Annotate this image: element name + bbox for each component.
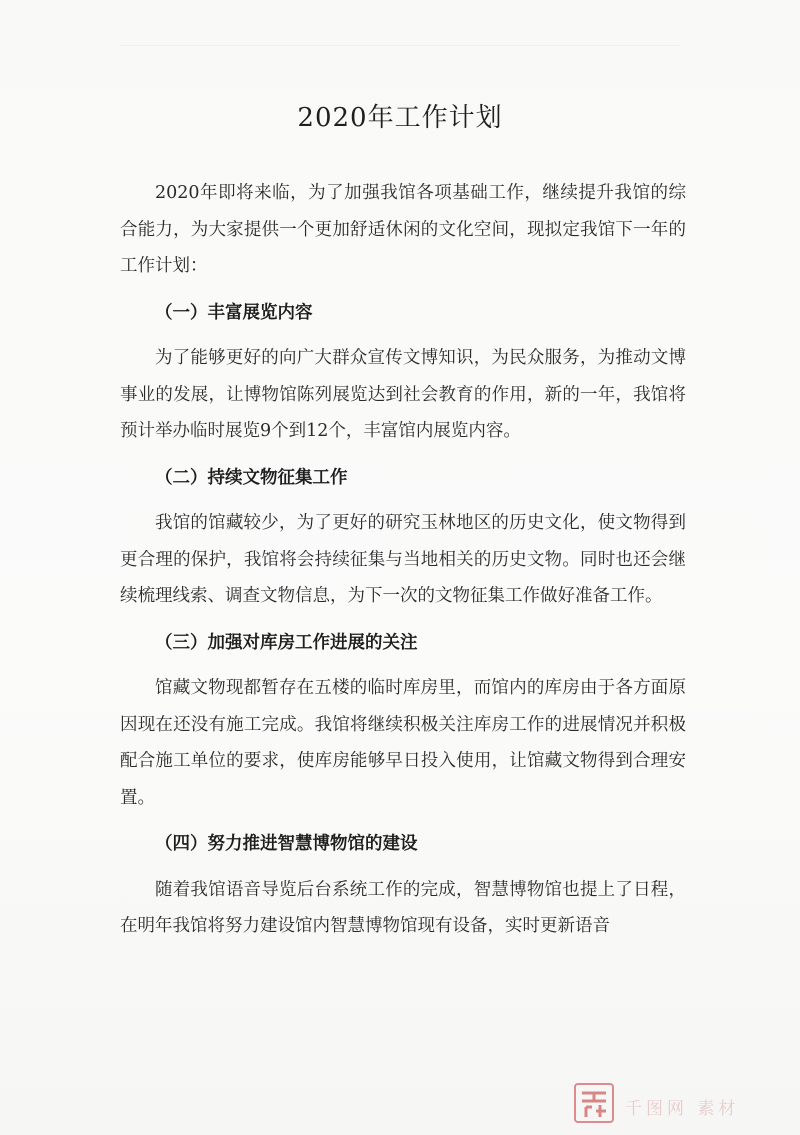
section-heading: （二）持续文物征集工作: [155, 467, 348, 488]
section-paragraph: 我馆的馆藏较少，为了更好的研究玉林地区的历史文化，使文物得到更合理的保护，我馆将会持续征集与当地相关的历史文物。同时也还会继续梳理线索、调查文物信息，为下一次的文物征集工作做好准备工作。: [120, 513, 686, 606]
section-paragraph: 馆藏文物现都暂存在五楼的临时库房里，而馆内的库房由于各方面原因现在还没有施工完成。我馆将继续积极关注库房工作的进展情况并积极配合施工单位的要求，使库房能够早日投入使用，让馆藏文物得到合理安置。: [120, 678, 686, 808]
section-heading: （四）努力推进智慧博物馆的建设: [155, 834, 418, 854]
stamp-logo-icon: [574, 1083, 614, 1123]
section-heading: （一）丰富展览内容: [155, 302, 313, 323]
scan-artifact-line: [120, 45, 680, 46]
document-title: 2020年工作计划: [297, 103, 503, 133]
intro-paragraph: 2020年即将来临，为了加强我馆各项基础工作，继续提升我馆的综合能力，为大家提供一个更加舒适休闲的文化空间，现拟定我馆下一年的工作计划：: [120, 183, 686, 276]
section-heading: （三）加强对库房工作进展的关注: [155, 632, 418, 653]
section-paragraph: 随着我馆语音导览后台系统工作的完成，智慧博物馆也提上了日程，在明年我馆将努力建设馆内智慧博物馆现有设备，实时更新语音: [120, 879, 686, 936]
document-body: [120, 175, 686, 945]
watermark-text: 千图网 素材: [625, 1099, 740, 1119]
section-paragraph: 为了能够更好的向广大群众宣传文博知识，为民众服务，为推动文博事业的发展，让博物馆陈列展览达到社会教育的作用，新的一年，我馆将预计举办临时展览9个到12个，丰富馆内展览内容。: [120, 348, 686, 441]
